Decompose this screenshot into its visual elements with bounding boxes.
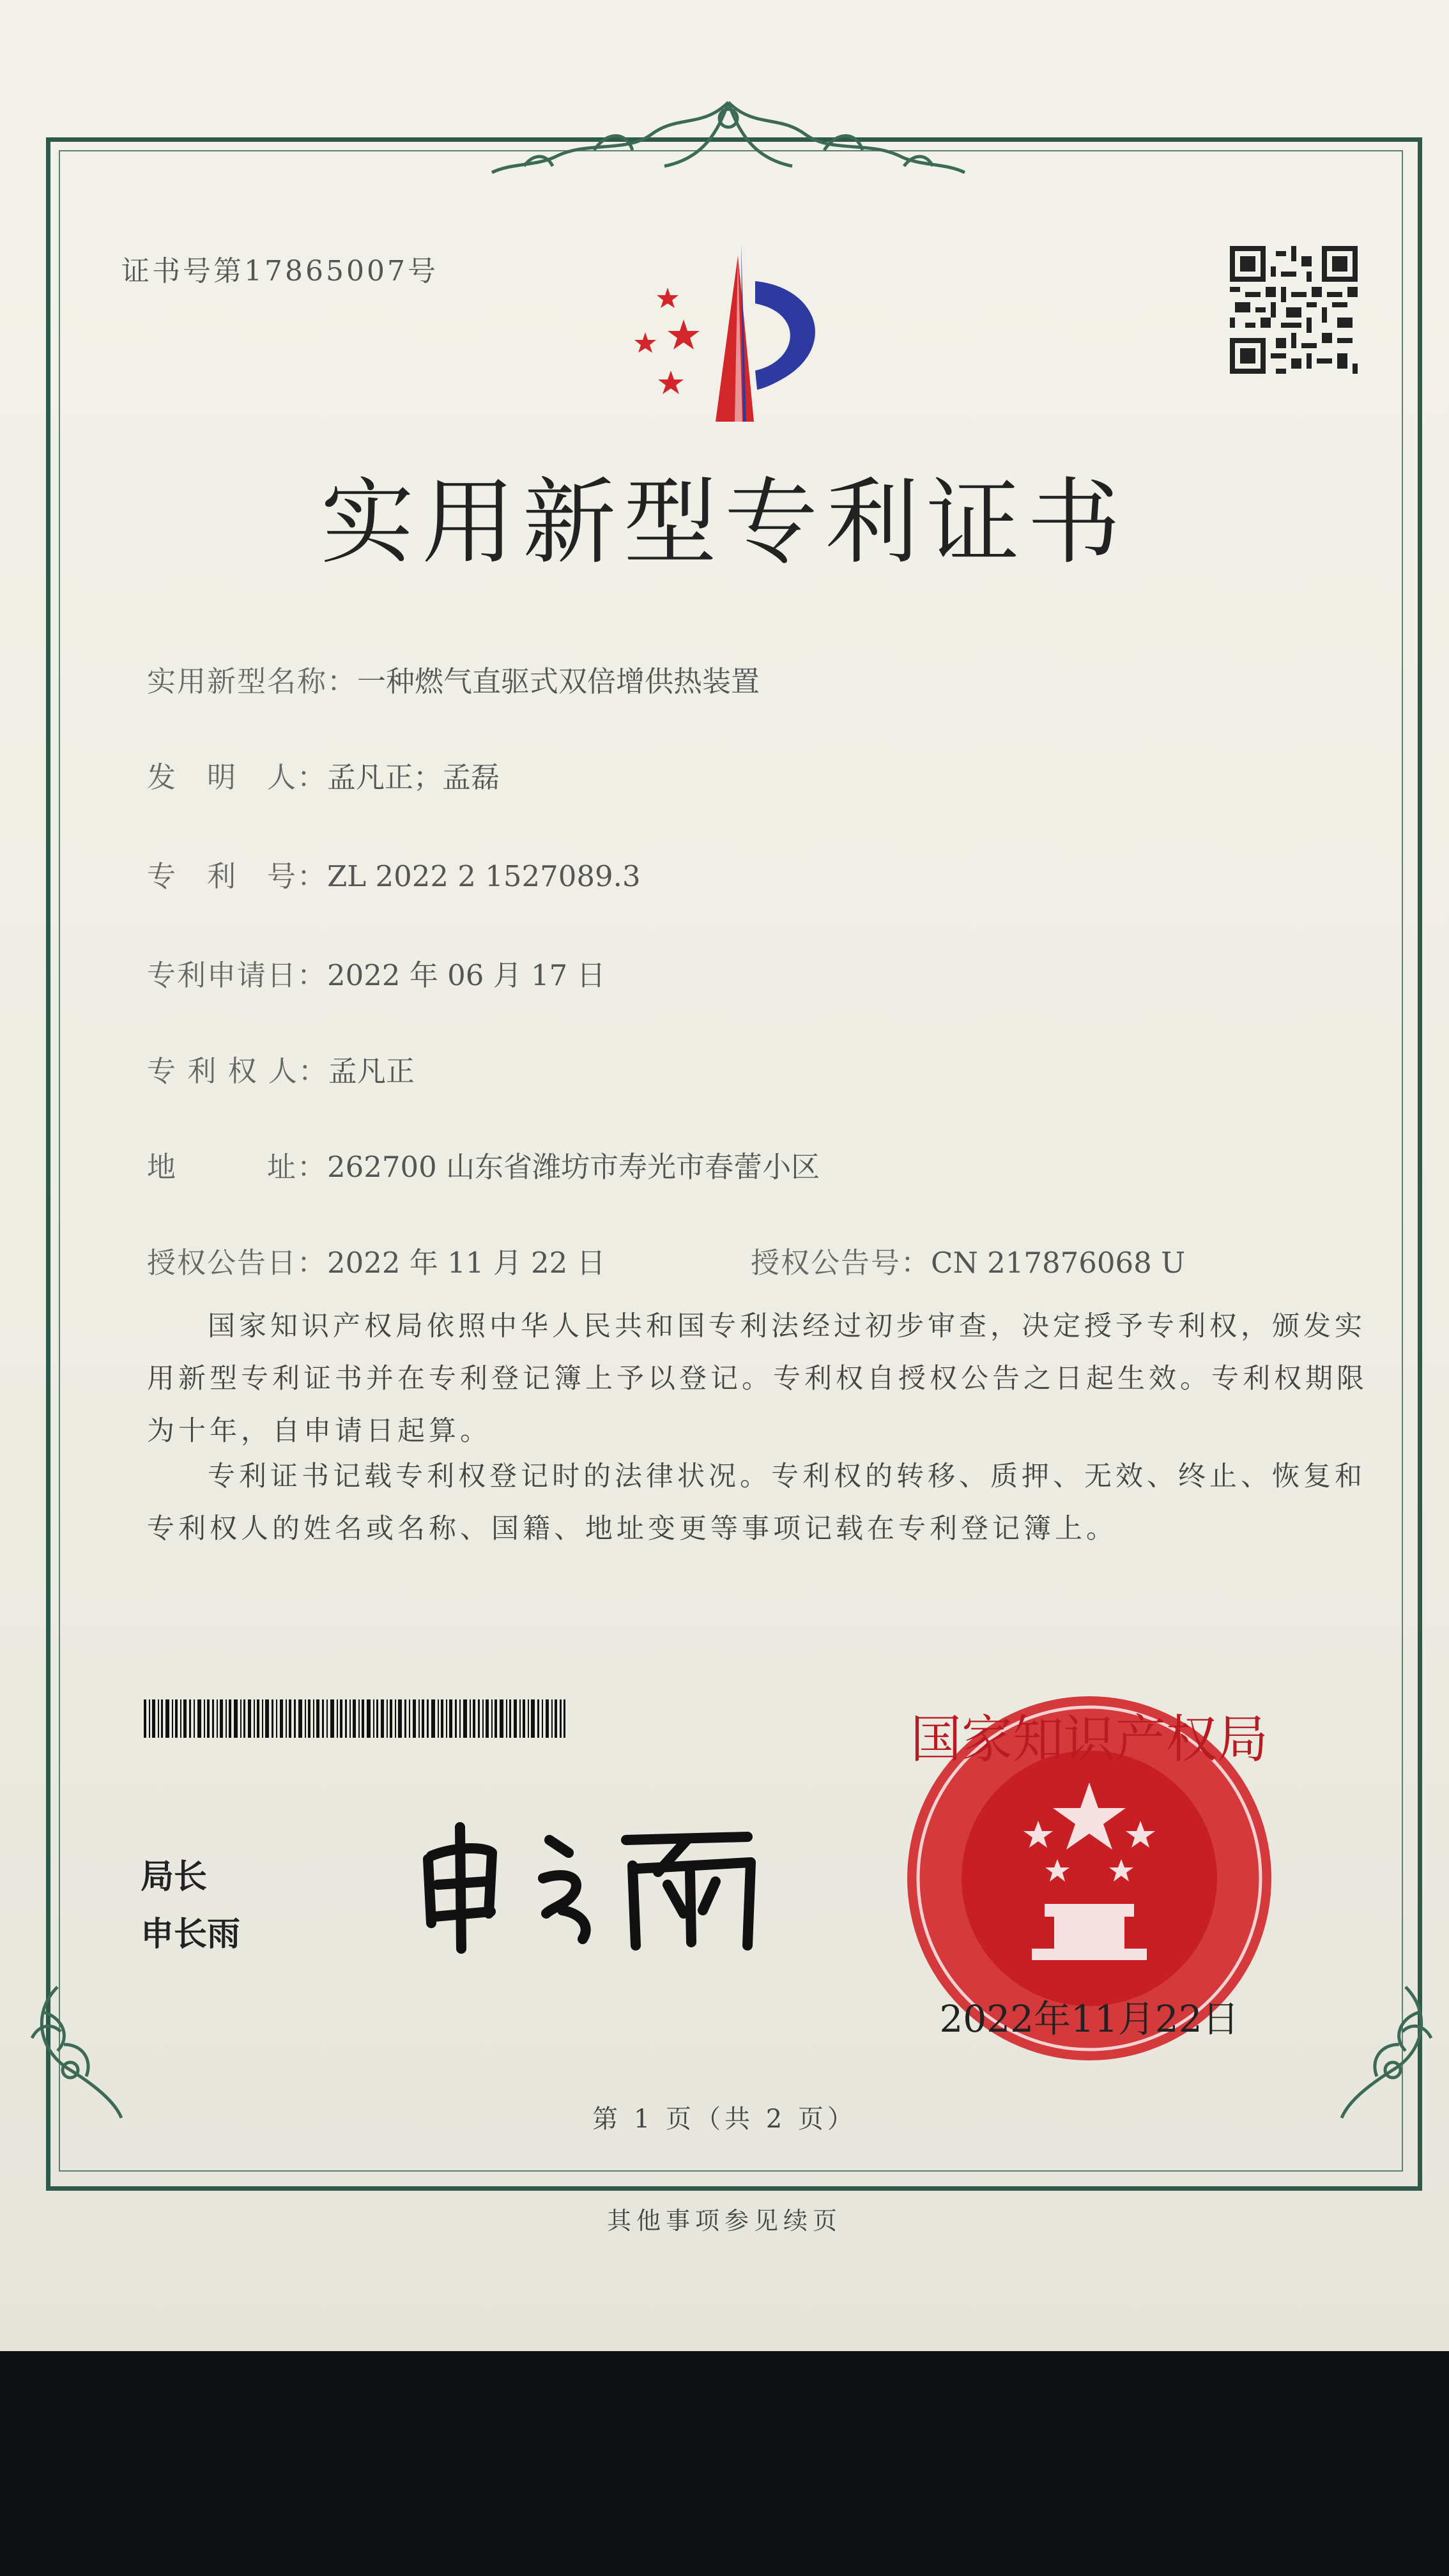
page-number: 第 1 页（共 2 页） bbox=[592, 2104, 857, 2134]
patent-number-label: 专 利 号： bbox=[147, 859, 328, 893]
official-seal bbox=[898, 1687, 1281, 2083]
patent-number-value: ZL 2022 2 1527089.3 bbox=[327, 859, 641, 893]
barcode-icon bbox=[144, 1699, 565, 1738]
inventor-label: 发 明 人： bbox=[147, 760, 328, 794]
legal-paragraph-2: 专利证书记载专利权登记时的法律状况。专利权的转移、质押、无效、终止、恢复和专利权人的姓名或名称、国籍、地址变更等事项记载在专利登记簿上。 bbox=[147, 1460, 1366, 1545]
legal-paragraph-1: 国家知识产权局依照中华人民共和国专利法经过初步审查，决定授予专利权，颁发实用新型专利证书并在专利登记簿上予以登记。专利权自授权公告之日起生效。专利权期限为十年，自申请日起算。 bbox=[147, 1310, 1368, 1447]
inventor-field bbox=[147, 754, 500, 795]
svg-text:国家知识产权局: 国家知识产权局 bbox=[910, 1710, 1268, 1769]
certificate-title: 实用新型专利证书 bbox=[321, 468, 1128, 577]
grant-number-label: 授权公告号： bbox=[751, 1246, 931, 1280]
grant-date-value: 2022 年 11 月 22 日 bbox=[327, 1246, 606, 1280]
utility-name-value: 一种燃气直驱式双倍增供热装置 bbox=[357, 664, 760, 698]
continued-note: 其他事项参见续页 bbox=[606, 2207, 842, 2235]
filing-date-label: 专利申请日： bbox=[147, 958, 328, 992]
patentee-field bbox=[147, 1048, 415, 1089]
utility-name-field bbox=[147, 658, 760, 700]
grant-date-field bbox=[147, 1239, 606, 1281]
qr-code-icon bbox=[1230, 246, 1358, 374]
certificate-number: 证书号第17865007号 bbox=[121, 255, 438, 288]
grant-date-label: 授权公告日： bbox=[147, 1246, 328, 1280]
patentee-value: 孟凡正 bbox=[328, 1054, 415, 1088]
filing-date-field bbox=[147, 952, 606, 993]
top-ornament bbox=[486, 89, 971, 185]
grant-number-value: CN 217876068 U bbox=[931, 1246, 1186, 1280]
svg-text:2022年11月22日: 2022年11月22日 bbox=[939, 1997, 1239, 2041]
grant-number-field bbox=[751, 1239, 1185, 1281]
address-field bbox=[147, 1144, 820, 1185]
inventor-value: 孟凡正；孟磊 bbox=[327, 760, 500, 794]
patentee-label: 专 利 权 人： bbox=[147, 1054, 328, 1088]
address-label: 地 址： bbox=[147, 1150, 328, 1184]
utility-name-label: 实用新型名称： bbox=[147, 664, 358, 698]
director-signature bbox=[415, 1802, 773, 1955]
director-name: 申长雨 bbox=[141, 1915, 241, 1954]
filing-date-value: 2022 年 06 月 17 日 bbox=[327, 958, 606, 992]
cnipa-logo-icon bbox=[607, 243, 850, 434]
director-title: 局长 bbox=[141, 1858, 208, 1896]
address-value: 262700 山东省潍坊市寿光市春蕾小区 bbox=[327, 1150, 820, 1184]
patent-number-field bbox=[147, 853, 641, 894]
